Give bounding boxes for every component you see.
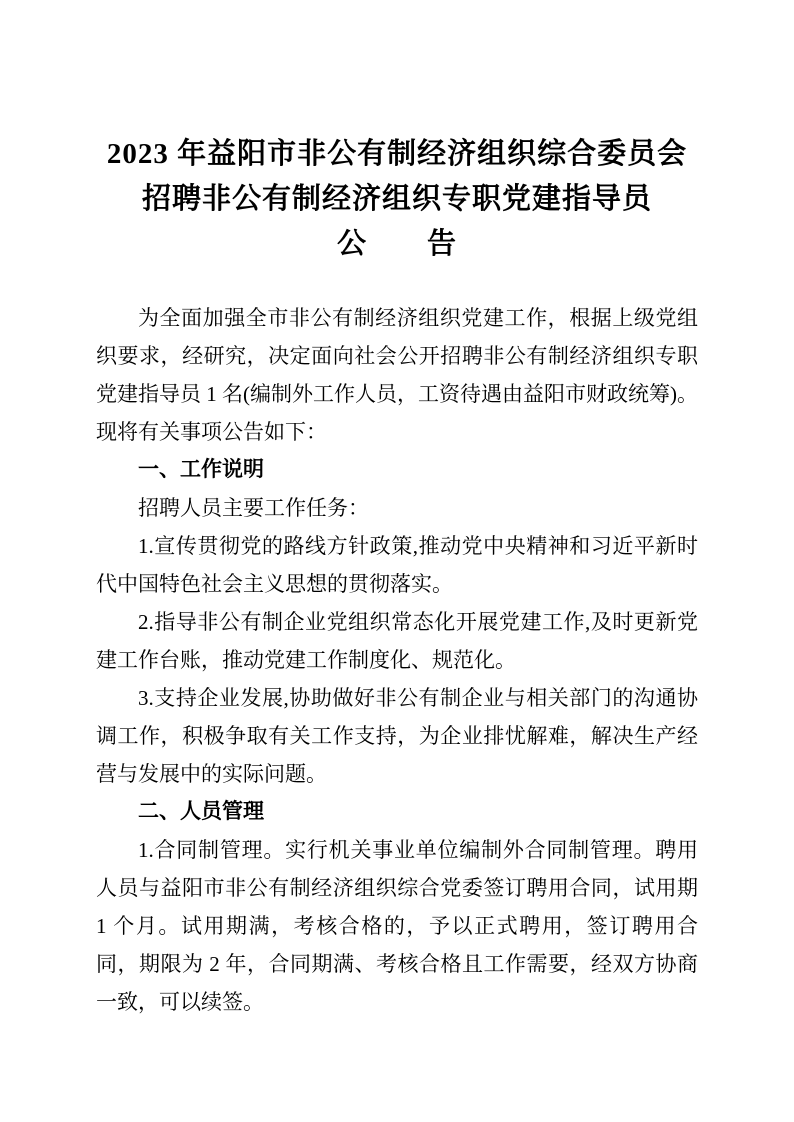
title-line-1: 2023 年益阳市非公有制经济组织综合委员会 xyxy=(106,138,688,170)
task-item-1: 1.宣传贯彻党的路线方针政策,推动党中央精神和习近平新时代中国特色社会主义思想的贯彻落实。 xyxy=(96,534,698,596)
document-title xyxy=(96,132,698,267)
title-line-2: 招聘非公有制经济组织专职党建指导员 xyxy=(141,183,652,215)
section-heading-personnel-management: 二、人员管理 xyxy=(138,800,264,823)
intro-paragraph: 为全面加强全市非公有制经济组织党建工作，根据上级党组织要求，经研究，决定面向社会公开招聘非公有制经济组织专职党建指导员 1 名(编制外工作人员，工资待遇由益阳市财政统筹)。现将有关事项公告如下： xyxy=(96,306,698,444)
tasks-intro-paragraph: 招聘人员主要工作任务： xyxy=(138,496,369,520)
task-item-3: 3.支持企业发展,协助做好非公有制企业与相关部门的沟通协调工作，积极争取有关工作支持，为企业排忧解难，解决生产经营与发展中的实际问题。 xyxy=(96,686,698,786)
document-body xyxy=(96,299,698,1021)
title-line-3: 公 告 xyxy=(336,228,457,260)
management-item-1: 1.合同制管理。实行机关事业单位编制外合同制管理。聘用人员与益阳市非公有制经济组织综合党委签订聘用合同，试用期 1 个月。试用期满，考核合格的，予以正式聘用，签订聘用合同，期限为 2 年，合同期满、考核合格且工作需要，经双方协商一致，可以续签。 xyxy=(96,838,698,1014)
task-item-2: 2.指导非公有制企业党组织常态化开展党建工作,及时更新党建工作台账，推动党建工作制度化、规范化。 xyxy=(96,610,698,672)
section-heading-work-description: 一、工作说明 xyxy=(138,458,264,481)
